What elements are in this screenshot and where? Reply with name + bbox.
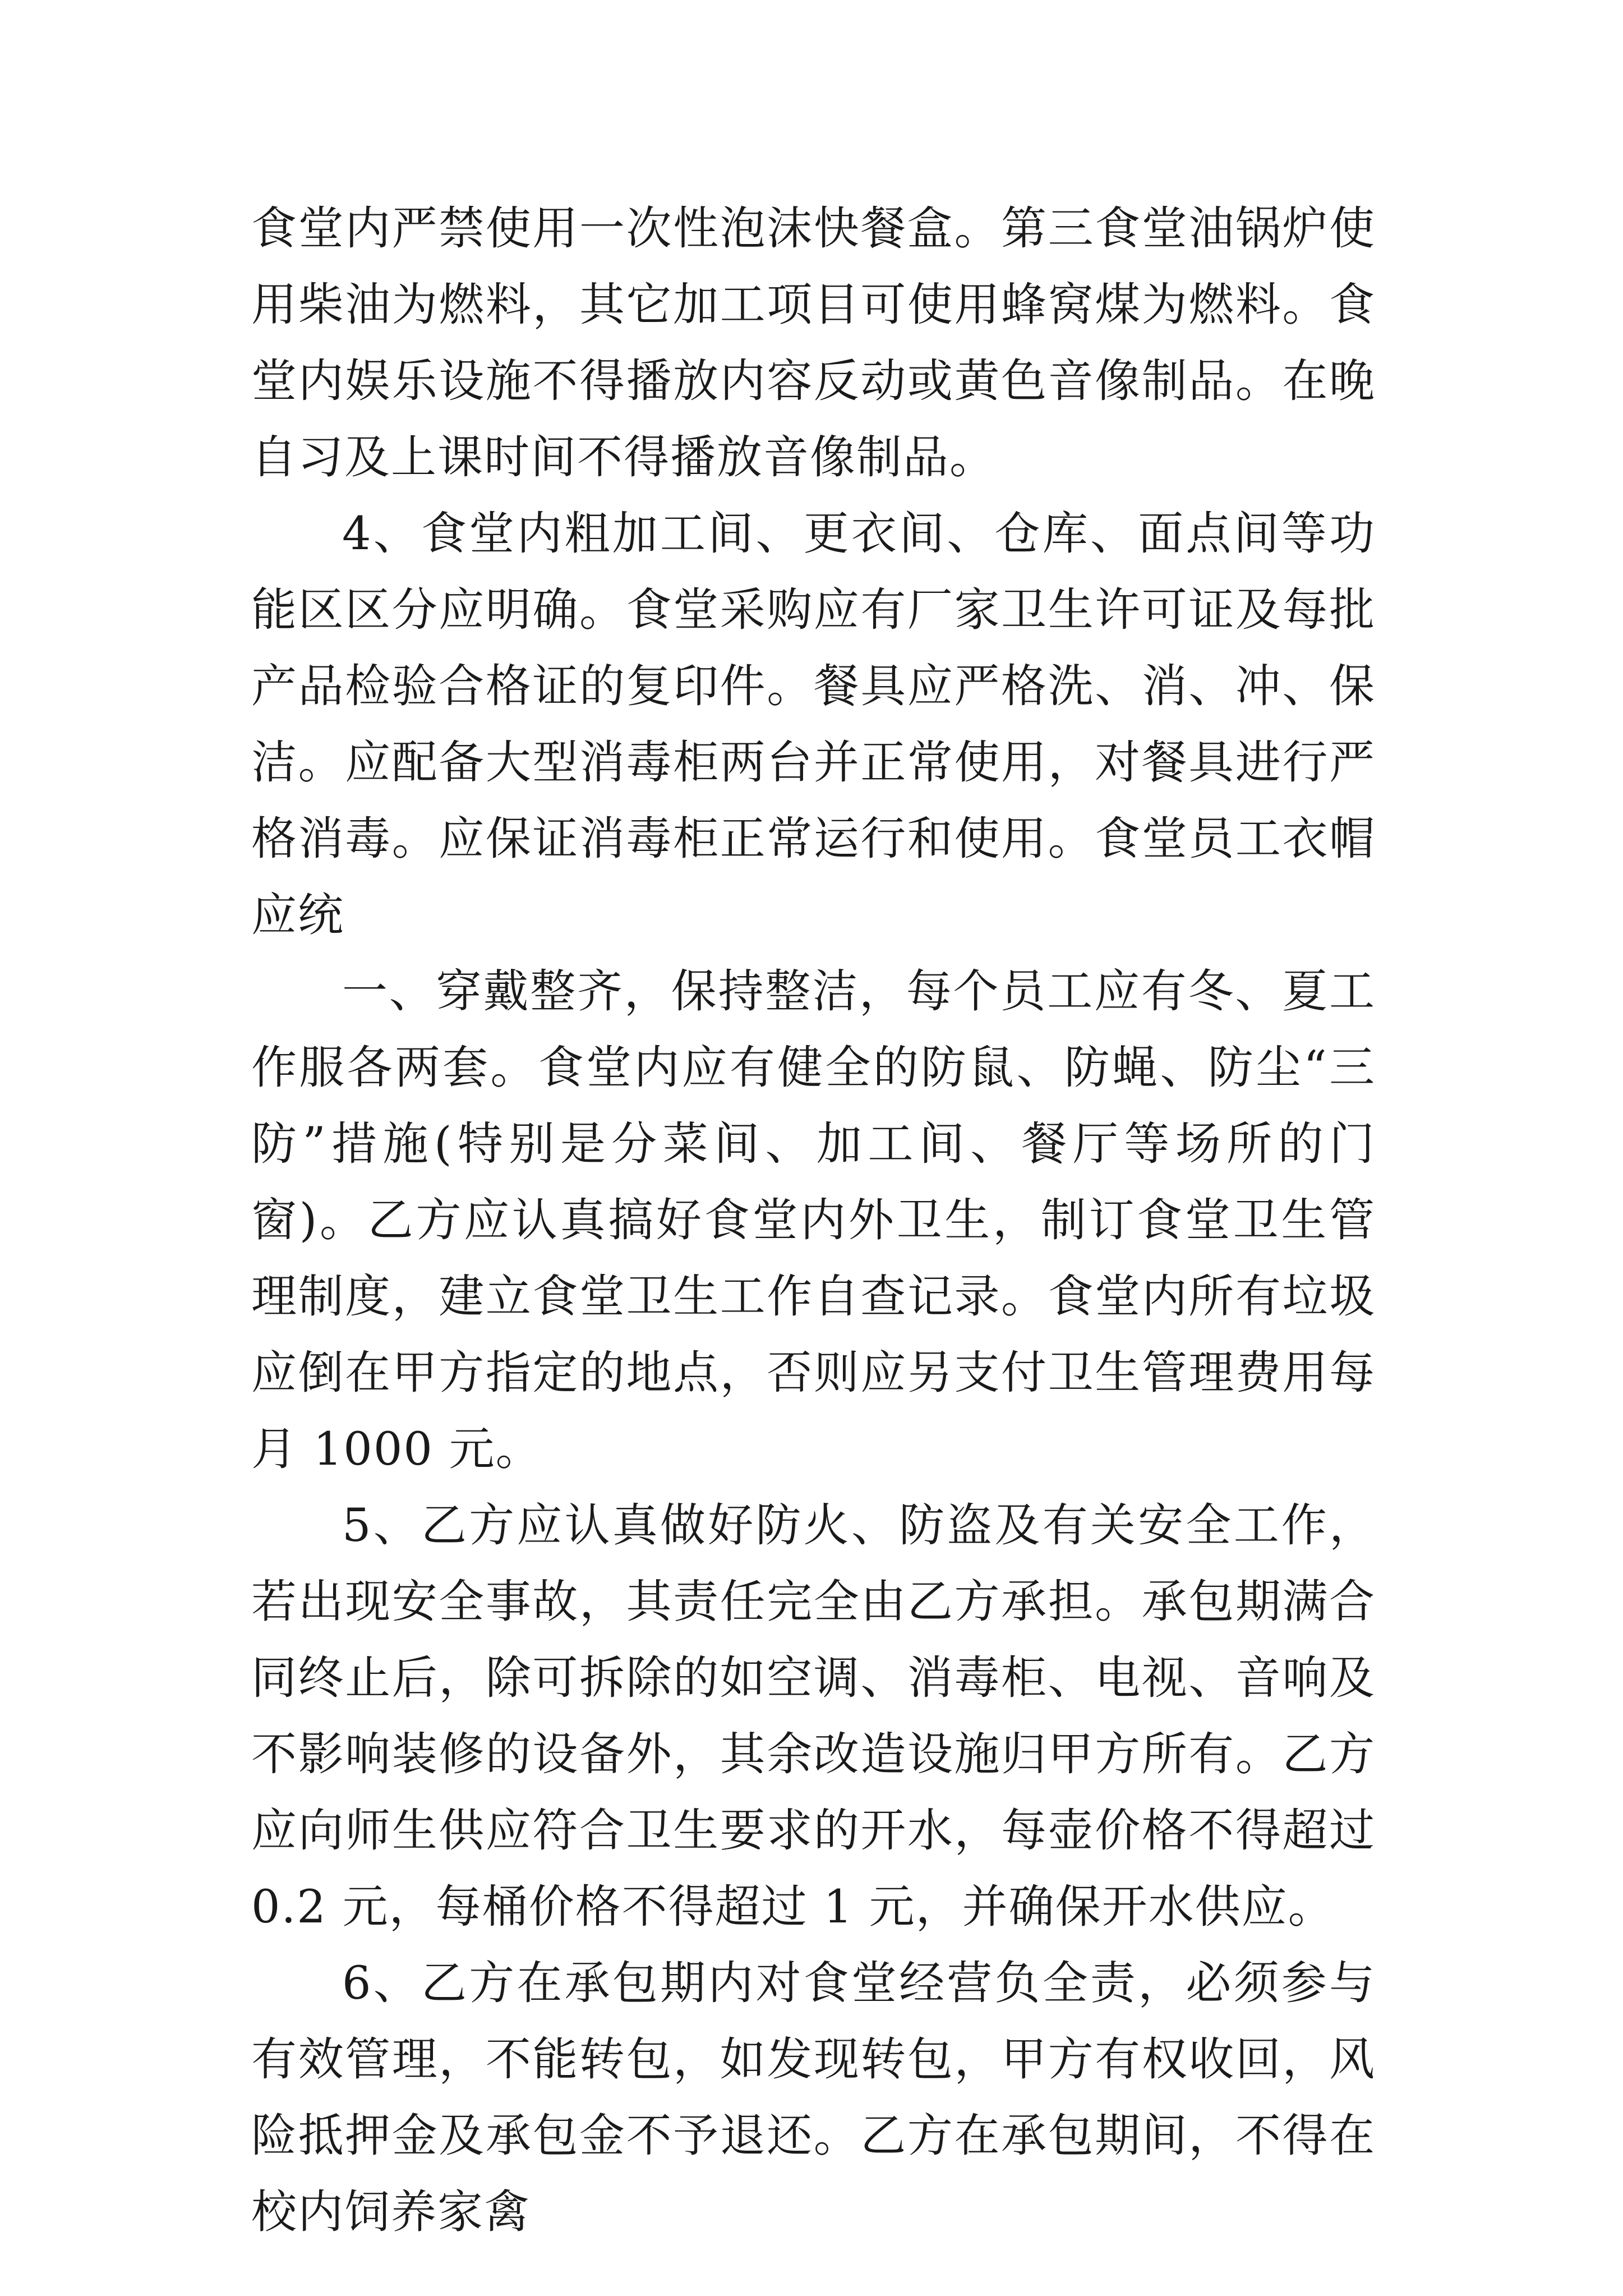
paragraph-4: 5、乙方应认真做好防火、防盗及有关安全工作，若出现安全事故，其责任完全由乙方承担。承包期满合同终止后，除可拆除的如空调、消毒柜、电视、音响及不影响装修的设备外，其余改造设施归甲方所有。乙方应向师生供应符合卫生要求的开水，每壶价格不得超过 0.2 元，每桶价格不得超过 1 元，并确保开水供应。 bbox=[251, 1499, 1376, 1934]
paragraph-3: 一、穿戴整齐，保持整洁，每个员工应有冬、夏工作服各两套。食堂内应有健全的防鼠、防蝇、防尘“三防”措施(特别是分菜间、加工间、餐厅等场所的门窗)。乙方应认真搞好食堂内外卫生，制订食堂卫生管理制度，建立食堂卫生工作自查记录。食堂内所有垃圾应倒在甲方指定的地点，否则应另支付卫生管理费用每月 1000 元。 bbox=[251, 965, 1376, 1476]
paragraph-2: 4、食堂内粗加工间、更衣间、仓库、面点间等功能区区分应明确。食堂采购应有厂家卫生许可证及每批产品检验合格证的复印件。餐具应严格洗、消、冲、保洁。应配备大型消毒柜两台并正常使用，对餐具进行严格消毒。应保证消毒柜正常运行和使用。食堂员工衣帽应统 bbox=[251, 508, 1376, 942]
document-body bbox=[251, 191, 1376, 2251]
paragraph-1: 食堂内严禁使用一次性泡沫快餐盒。第三食堂油锅炉使用柴油为燃料，其它加工项目可使用蜂窝煤为燃料。食堂内娱乐设施不得播放内容反动或黄色音像制品。在晚自习及上课时间不得播放音像制品。 bbox=[251, 203, 1376, 484]
paragraph-5: 6、乙方在承包期内对食堂经营负全责，必须参与有效管理，不能转包，如发现转包，甲方有权收回，风险抵押金及承包金不予退还。乙方在承包期间，不得在校内饲养家禽 bbox=[251, 1957, 1376, 2239]
